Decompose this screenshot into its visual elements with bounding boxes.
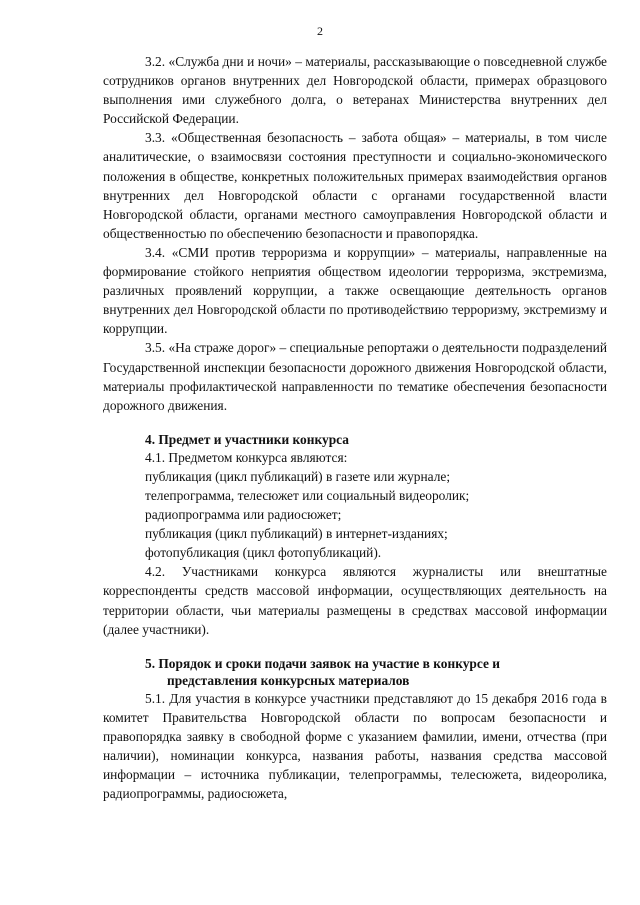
- list-item: радиопрограмма или радиосюжет;: [145, 507, 342, 523]
- paragraph-3-2: 3.2. «Служба дни и ночи» – материалы, рассказывающие о повседневной службе сотрудников органов внутренних дел Новгородской области, примерах образцового выполнения ими служебного долга, о ветеранах Министерства внутренних дел Российской Федерации.: [103, 54, 607, 127]
- heading-section-5-line-1: 5. Порядок и сроки подачи заявок на участие в конкурсе и: [145, 655, 500, 671]
- list-item: телепрограмма, телесюжет или социальный видеоролик;: [145, 487, 470, 503]
- page-number: 2: [317, 24, 323, 38]
- list-item: публикация (цикл публикаций) в интернет-изданиях;: [145, 526, 448, 542]
- paragraph-4-2: 4.2. Участниками конкурса являются журналисты или внештатные корреспонденты средств массовой информации, осуществляющих деятельность на территории области, чьи материалы размещены в средствах массовой информации (далее участники).: [103, 564, 607, 637]
- heading-section-5-line-2: представления конкурсных материалов: [167, 672, 410, 688]
- heading-section-4: 4. Предмет и участники конкурса: [145, 431, 349, 447]
- list-item: фотопубликация (цикл фотопубликаций).: [145, 545, 382, 561]
- paragraph-3-3: 3.3. «Общественная безопасность – забота общая» – материалы, в том числе аналитические, о взаимосвязи состояния преступности и социально-экономического положения в обществе, конкретных положительных примерах взаимодействия органов внутренних дел Новгородской области с органами государственной власти Новгородской области, органами местного самоуправления Новгородской области и общественностью по обеспечению безопасности и правопорядка.: [103, 130, 607, 241]
- paragraph-4-1: 4.1. Предметом конкурса являются:: [145, 449, 348, 465]
- list-item: публикация (цикл публикаций) в газете или журнале;: [145, 468, 451, 484]
- heading-section-5: [103, 655, 607, 689]
- paragraph-3-5: 3.5. «На страже дорог» – специальные репортажи о деятельности подразделений Государственной инспекции безопасности дорожного движения Новгородской области, материалы профилактической направленности по тематике обеспечения безопасности дорожного движения.: [103, 340, 607, 413]
- paragraph-3-4: 3.4. «СМИ против терроризма и коррупции» – материалы, направленные на формирование стойкого неприятия обществом идеологии терроризма, экстремизма, различных проявлений коррупции, а также освещающие деятельность органов внутренних дел Новгородской области по противодействию терроризму, экстремизму и коррупции.: [103, 244, 607, 337]
- document-body: [103, 52, 607, 803]
- paragraph-5-1: 5.1. Для участия в конкурсе участники представляют до 15 декабря 2016 года в комитет Правительства Новгородской области по вопросам безопасности и правопорядка заявку в свободной форме с указанием фамилии, имени, отчества (при наличии), номинации конкурса, названия работы, названия средства массовой информации – источника публикации, телепрограммы, телесюжета, видеоролика, радиопрограммы, радиосюжета,: [103, 690, 607, 802]
